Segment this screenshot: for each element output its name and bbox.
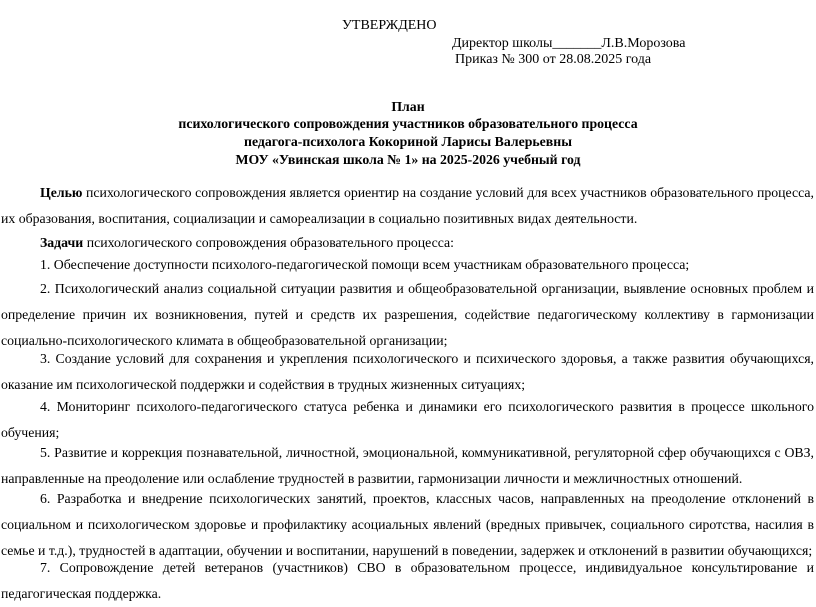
task-item-7: 7. Сопровождение детей ветеранов (участников) СВО в образовательном процессе, индивидуальное консультирование и педагогическая поддержка. [1, 560, 814, 601]
tasks-intro: психологического сопровождения образовательного процесса: [83, 235, 455, 250]
task-item-3: 3. Создание условий для сохранения и укрепления психологического и психического здоровья, а также развития обучающихся, оказание им психологической поддержки и содействия в трудных жизненных ситуациях; [1, 351, 814, 392]
goal-text: психологического сопровождения является ориентир на создание условий для всех участников образовательного процесса, их образования, воспитания, социализации и самореализации в социально позитивных видах деятельности. [1, 185, 814, 226]
task-item-1: 1. Обеспечение доступности психолого-педагогической помощи всем участникам образовательного процесса; [40, 257, 690, 272]
goal-paragraph [1, 180, 814, 232]
task-item-2: 2. Психологический анализ социальной ситуации развития и общеобразовательной организации, выявление основных проблем и определение причин их возникновения, путей и средств их разрешения, содействие педагогическому коллективу в гармонизации социально-психологического климата в общеобразовательной организации; [1, 281, 814, 348]
order-reference: Приказ № 300 от 28.08.2025 года [455, 52, 652, 67]
tasks-label: Задачи [40, 235, 84, 250]
task-item-6: 6. Разработка и внедрение психологических занятий, проектов, классных часов, направленных на преодоление отклонений в социальном и психологическом здоровье и профилактику асоциальных явлений (вредных привычек, социального сиротства, насилия в семье и т.д.), трудностей в адаптации, обучении и воспитании, нарушений в поведении, задержек и отклонений в развитии обучающихся; [1, 491, 814, 558]
task-item-5: 5. Развитие и коррекция познавательной, личностной, эмоциональной, коммуникативной, регуляторной сфер обучающихся с ОВЗ, направленные на преодоление или ослабление трудностей в развитии, гармонизации личности и межличностных отношений. [1, 445, 814, 486]
title-line-school: МОУ «Увинская школа № 1» на 2025-2026 учебный год [235, 152, 581, 167]
title-line-author: педагога-психолога Кокориной Ларисы Валерьевны [244, 134, 572, 149]
task-item-4: 4. Мониторинг психолого-педагогического статуса ребенка и динамики его психологического развития в процессе школьного обучения; [1, 399, 814, 440]
approval-heading: УТВЕРЖДЕНО [342, 18, 437, 33]
goal-label: Целью [40, 185, 83, 200]
title-line-plan: План [391, 99, 425, 114]
title-line-subject: психологического сопровождения участников образовательного процесса [178, 116, 638, 131]
director-signature-line: Директор школы_______Л.В.Морозова [452, 36, 686, 51]
